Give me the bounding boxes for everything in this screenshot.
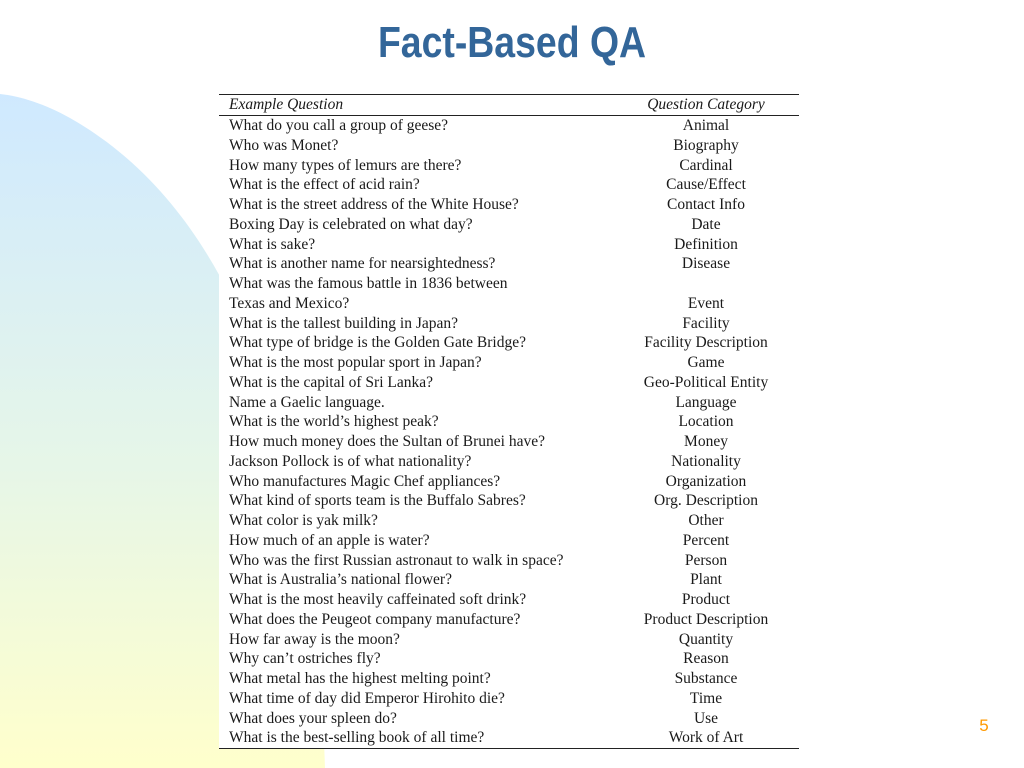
table-row (219, 314, 799, 334)
question-text: How much money does the Sultan of Brunei have? (229, 433, 545, 450)
table-row (219, 472, 799, 492)
question-text: What color is yak milk? (229, 512, 378, 529)
question-text: What is another name for nearsightedness? (229, 255, 496, 273)
table-row (219, 393, 799, 413)
category-text: Geo-Political Entity (643, 373, 769, 391)
table-row (219, 274, 799, 294)
question-text: What is the tallest building in Japan? (229, 314, 459, 332)
question-text: What is Australia’s national flower? (229, 571, 452, 589)
table-row (219, 531, 799, 551)
category-text: Money (684, 433, 728, 450)
table-row (219, 491, 799, 511)
header-example-question: Example Question (229, 96, 344, 113)
category-text: Org. Description (654, 492, 758, 510)
table-row (219, 590, 799, 610)
table-row (219, 570, 799, 590)
category-text: Use (693, 709, 719, 727)
question-text: What is the most heavily caffeinated soft drink? (229, 591, 527, 608)
header-question-category: Question Category (647, 96, 765, 113)
table-row (219, 195, 799, 215)
question-text: Why can’t ostriches fly? (229, 650, 381, 668)
category-text: Time (689, 689, 723, 707)
table-row (219, 551, 799, 571)
table-row (219, 235, 799, 255)
question-text: Texas and Mexico? (229, 294, 350, 312)
category-text: Language (675, 393, 737, 411)
question-text: What does your spleen do? (229, 709, 397, 727)
table-row (219, 116, 799, 136)
table-row (219, 412, 799, 432)
table-row (219, 709, 799, 729)
table-row (219, 373, 799, 393)
category-text: Contact Info (667, 196, 745, 213)
question-text: What is the street address of the White House? (229, 196, 519, 213)
question-text: What is the capital of Sri Lanka? (229, 373, 434, 391)
question-text: How far away is the moon? (229, 630, 400, 648)
table-row (219, 649, 799, 669)
category-text: Facility Description (644, 334, 768, 352)
category-text: Product (681, 591, 731, 608)
category-text: Other (688, 512, 724, 529)
question-text: How many types of lemurs are there? (229, 156, 462, 174)
question-text: What does the Peugeot company manufacture? (229, 610, 521, 628)
question-table-panel (219, 94, 799, 748)
category-text: Cause/Effect (666, 176, 746, 194)
table-row (219, 254, 799, 274)
category-text: Person (684, 551, 728, 569)
question-text: Who was the first Russian astronaut to walk in space? (229, 551, 564, 569)
category-text: Animal (682, 117, 730, 134)
table-row (219, 333, 799, 353)
table-row (219, 452, 799, 472)
category-text: Cardinal (679, 156, 733, 174)
category-text: Substance (674, 670, 738, 687)
category-text: Biography (673, 136, 739, 154)
question-text: What is sake? (229, 235, 316, 253)
slide-title: Fact-Based QA (377, 18, 647, 67)
question-text: Name a Gaelic language. (229, 393, 385, 411)
table-header-row (219, 95, 799, 116)
table-row (219, 353, 799, 373)
table-row (219, 215, 799, 235)
question-text: What is the effect of acid rain? (229, 176, 420, 194)
table-body (219, 116, 799, 749)
category-text: Game (687, 354, 725, 371)
category-text: Location (678, 413, 734, 431)
question-text: What is the most popular sport in Japan? (229, 354, 482, 371)
table-row (219, 156, 799, 176)
table-row (219, 511, 799, 531)
question-text: What is the best-selling book of all time? (229, 729, 485, 747)
category-text: Event (687, 294, 725, 312)
question-category-table (219, 94, 799, 749)
question-text: What metal has the highest melting point? (229, 670, 491, 687)
question-text: Who was Monet? (229, 136, 339, 154)
question-text: What was the famous battle in 1836 between (229, 275, 508, 292)
table-row (219, 175, 799, 195)
question-text: Jackson Pollock is of what nationality? (229, 452, 472, 470)
category-text: Plant (690, 571, 722, 589)
category-text: Work of Art (668, 729, 744, 747)
category-text: Disease (681, 255, 731, 273)
category-text: Product Description (643, 610, 769, 628)
question-text: Who manufactures Magic Chef appliances? (229, 472, 501, 490)
question-text: How much of an apple is water? (229, 531, 430, 549)
category-text: Percent (682, 531, 730, 549)
table-row (219, 669, 799, 689)
question-text: Boxing Day is celebrated on what day? (229, 215, 473, 233)
question-text: What type of bridge is the Golden Gate Bridge? (229, 334, 526, 352)
category-text: Definition (674, 235, 738, 253)
slide-page-number: 5 (979, 716, 989, 735)
table-row (219, 610, 799, 630)
category-text: Facility (682, 314, 730, 332)
table-row (219, 136, 799, 156)
category-text: Organization (665, 472, 747, 490)
question-text: What do you call a group of geese? (229, 117, 449, 134)
table-row (219, 728, 799, 748)
table-row (219, 689, 799, 709)
question-text: What kind of sports team is the Buffalo Sabres? (229, 492, 526, 510)
category-text: Nationality (671, 452, 741, 470)
table-row (219, 630, 799, 650)
category-text: Date (691, 215, 721, 233)
question-text: What time of day did Emperor Hirohito die? (229, 689, 505, 707)
category-text: Reason (683, 650, 729, 668)
category-text: Quantity (678, 630, 734, 648)
question-text: What is the world’s highest peak? (229, 413, 439, 431)
table-row (219, 432, 799, 452)
